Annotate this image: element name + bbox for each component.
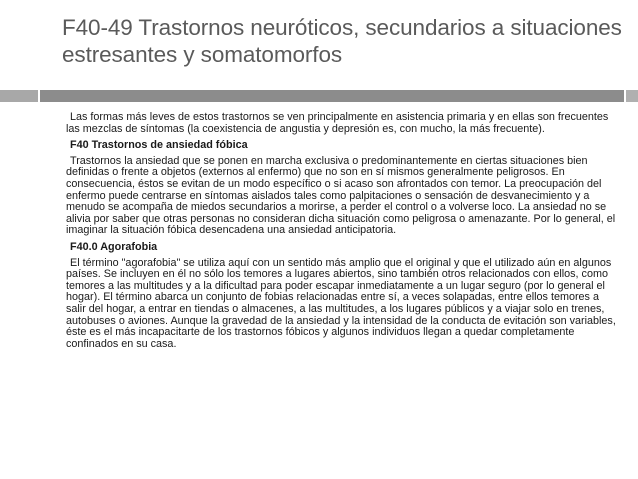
rule-left-block: [0, 90, 38, 102]
section-paragraph-ansiedad-fobica: Trastornos la ansiedad que se ponen en marcha exclusiva o predominantemente en ciertas situaciones bien definidas o frente a objetos (externos al enfermo) que no son en sí mismos generalmente peligrosos. En consecuencia, éstos se evitan de un modo específico o si acaso son afrontados con temor. La preocupación del enfermo puede centrarse en síntomas aislados tales como palpitaciones o sensación de desvanecimiento y a menudo se acompaña de miedos secundarios a morirse, a perder el control o a volverse loco. La ansiedad no se alivia por saber que otras personas no consideran dicha situación como peligrosa o amenazante. Por lo general, el imaginar la situación fóbica desencadena una ansiedad anticipatoria.: [66, 154, 616, 237]
section-heading-agorafobia: F40.0 Agorafobia: [70, 240, 158, 253]
rule-right-block: [626, 90, 638, 102]
section-heading-ansiedad-fobica: F40 Trastornos de ansiedad fóbica: [70, 139, 248, 152]
rule-main-bar: [40, 90, 624, 102]
intro-paragraph: Las formas más leves de estos trastornos se ven principalmente en asistencia primaria y en ellas son frecuentes las mezclas de síntomas (la coexistencia de angustia y depresión es, con mucho, la más frecuente).: [66, 111, 609, 135]
slide-body: [66, 112, 616, 355]
section-paragraph-agorafobia: El término "agorafobia" se utiliza aquí con un sentido más amplio que el original y que el utilizado aún en algunos países. Se incluyen en él no sólo los temores a lugares abiertos, sino también otros relacionados con ellos, como temores a las multitudes y a la dificultad para poder escapar inmediatamente a un lugar seguro (por lo general el hogar). El término abarca un conjunto de fobias relacionadas entre sí, a veces solapadas, entre ellos temores a salir del hogar, a entrar en tiendas o almacenes, a las multitudes, a los lugares públicos y a viajar solo en trenes, autobuses o aviones. Aunque la gravedad de la ansiedad y la intensidad de la conducta de evitación son variables, éste es el más incapacitarte de los trastornos fóbicos y algunos individuos llegan a quedar completamente confinados en su casa.: [66, 256, 616, 350]
title-rule: [0, 90, 638, 102]
slide-title: F40-49 Trastornos neuróticos, secundarios a situaciones estresantes y somatomorfos: [62, 15, 622, 67]
